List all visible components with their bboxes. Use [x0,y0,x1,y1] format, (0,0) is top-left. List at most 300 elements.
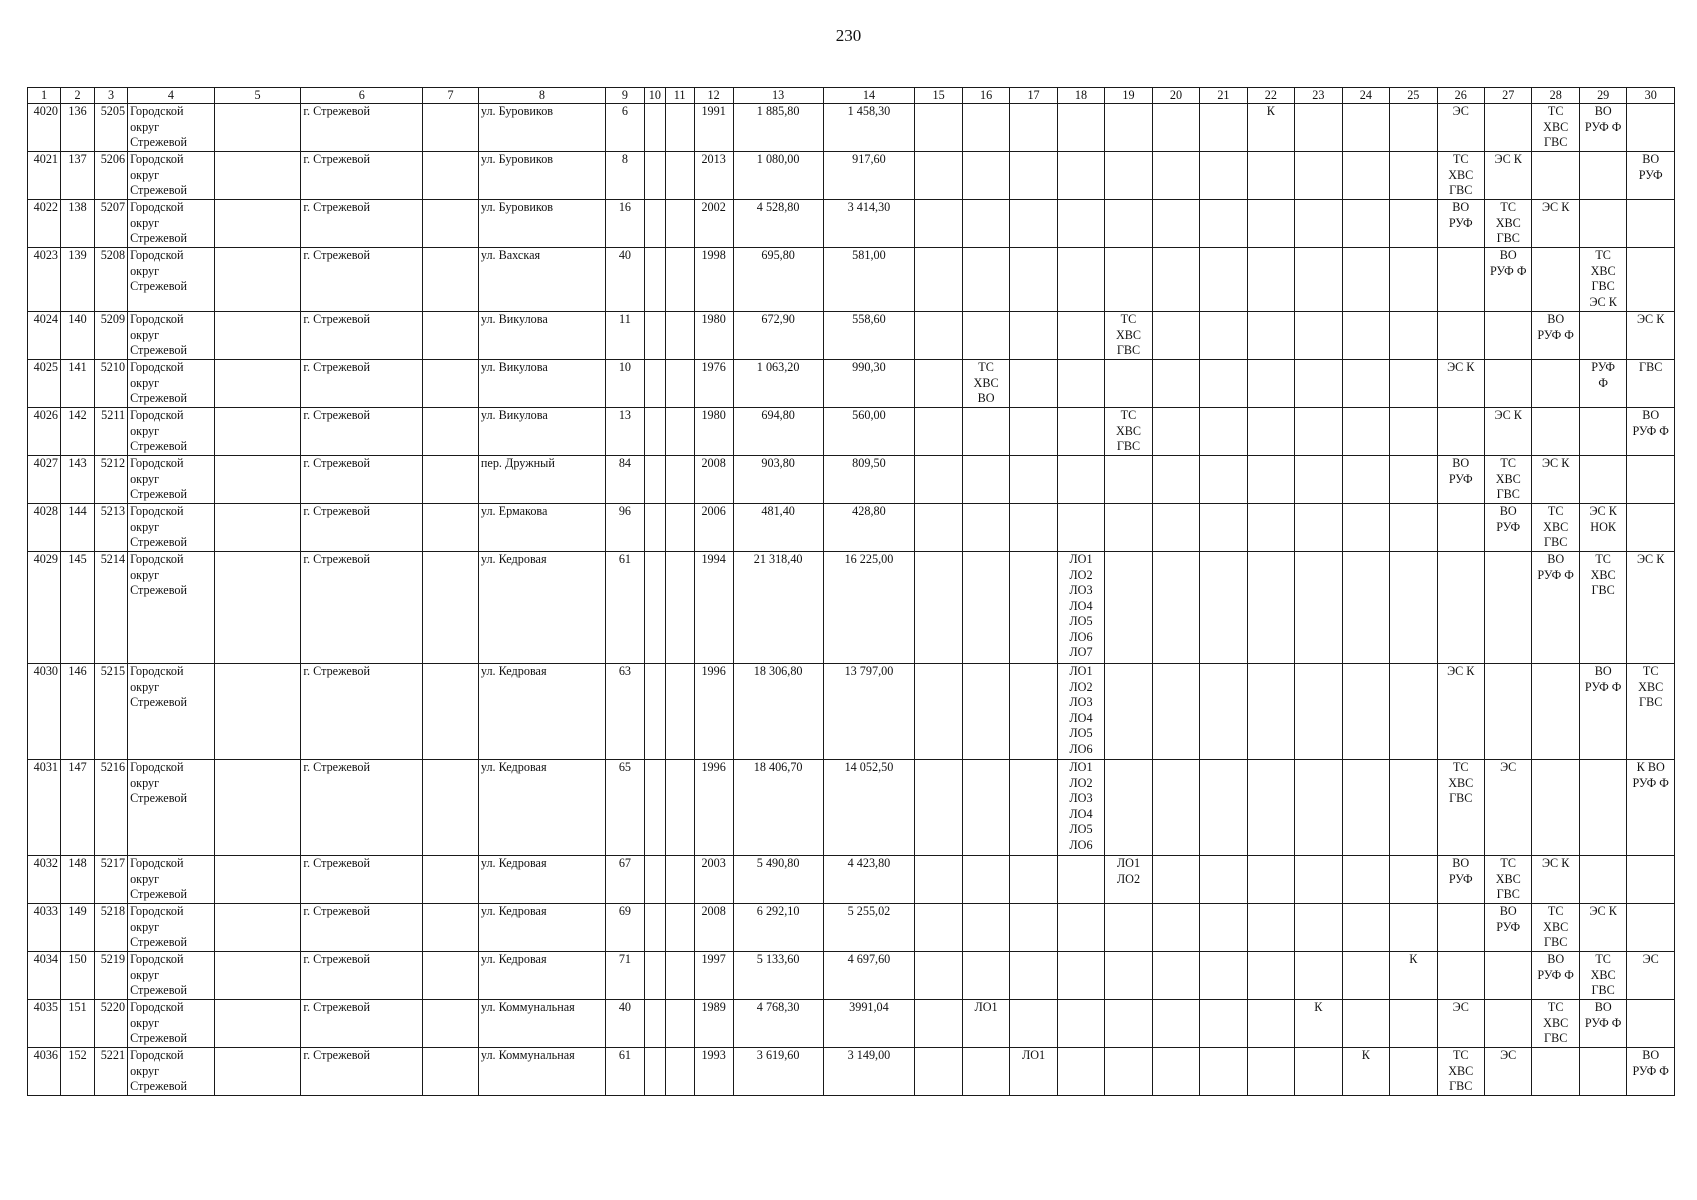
cell-col-12: 1994 [694,552,733,664]
cell-line: ТС [1547,904,1564,918]
cell-col-24 [1342,104,1389,152]
cell-col-3: 5206 [95,152,128,200]
cell-col-10 [645,760,666,856]
cell-col-28 [1532,360,1579,408]
cell-col-1: 4030 [28,664,61,760]
cell-col-29 [1579,504,1626,552]
cell-col-28 [1532,856,1579,904]
column-header-23: 23 [1295,88,1342,104]
cell-col-8: ул. Кедровая [478,552,605,664]
column-header-10: 10 [645,88,666,104]
cell-col-22 [1247,552,1294,664]
cell-line: ЭС К [1637,312,1665,326]
cell-line: Стрежевой [130,791,187,805]
cell-line: ЛО1 [1116,856,1141,870]
cell-col-11 [665,760,694,856]
cell-col-28 [1532,504,1579,552]
page-number: 230 [835,26,862,45]
cell-col-24 [1342,904,1389,952]
cell-col-11 [665,504,694,552]
cell-line: РУФ Ф [1632,775,1669,790]
cell-line: ХВС [1448,1063,1474,1078]
cell-col-24 [1342,552,1389,664]
cell-line: РУФ Ф [1584,1015,1622,1030]
cell-line: ЛО3 [1069,791,1093,805]
cell-col-24 [1342,1048,1389,1096]
cell-col-6: г. Стрежевой [301,664,423,760]
cell-col-6: г. Стрежевой [301,200,423,248]
cell-col-17 [1010,952,1057,1000]
cell-col-5 [214,248,301,312]
cell-line: Стрежевой [130,279,187,293]
cell-col-13: 4 528,80 [733,200,823,248]
table-row [28,104,1675,152]
cell-col-16 [962,504,1009,552]
cell-line: округ [130,775,160,790]
cell-line: Стрежевой [130,1079,187,1093]
cell-col-29 [1579,248,1626,312]
cell-line: ГВС [1496,231,1520,245]
cell-col-8: ул. Викулова [478,312,605,360]
cell-col-1: 4025 [28,360,61,408]
cell-col-4 [128,200,215,248]
cell-col-24 [1342,504,1389,552]
cell-col-18 [1057,152,1104,200]
cell-line: Стрежевой [130,487,187,501]
cell-col-2: 136 [61,104,95,152]
cell-col-30 [1627,312,1675,360]
cell-line: Стрежевой [130,183,187,197]
cell-col-20 [1152,1000,1199,1048]
cell-col-25 [1390,904,1437,952]
cell-line: Стрежевой [130,135,187,149]
cell-line: ХВС [1495,471,1521,486]
cell-col-14: 16 225,00 [823,552,915,664]
cell-col-20 [1152,952,1199,1000]
cell-col-30 [1627,456,1675,504]
cell-line: ЛО3 [1069,695,1093,709]
cell-col-25 [1390,408,1437,456]
cell-col-2: 145 [61,552,95,664]
cell-col-8: ул. Коммунальная [478,1000,605,1048]
cell-col-13: 695,80 [733,248,823,312]
cell-col-30 [1627,408,1675,456]
cell-col-9: 61 [605,552,644,664]
cell-col-26 [1437,104,1484,152]
cell-col-15 [915,552,962,664]
cell-col-17 [1010,504,1057,552]
cell-col-8: ул. Буровиков [478,152,605,200]
cell-line: ХВС [1495,871,1521,886]
cell-col-2: 150 [61,952,95,1000]
cell-col-3: 5208 [95,248,128,312]
cell-col-26 [1437,504,1484,552]
cell-line: ТС [1500,456,1516,470]
cell-col-29 [1579,952,1626,1000]
cell-col-13: 481,40 [733,504,823,552]
cell-col-14: 560,00 [823,408,915,456]
cell-line: ЛО6 [1069,837,1093,852]
column-header-21: 21 [1200,88,1247,104]
cell-line: ЛО2 [1116,871,1141,886]
column-header-14: 14 [823,88,915,104]
cell-col-20 [1152,200,1199,248]
cell-col-19 [1105,152,1152,200]
cell-col-7 [423,904,479,952]
cell-col-27 [1484,760,1531,856]
column-header-2: 2 [61,88,95,104]
cell-col-4 [128,1000,215,1048]
cell-col-24 [1342,200,1389,248]
cell-line: ЛО1 [1021,1048,1046,1062]
cell-col-11 [665,360,694,408]
cell-col-30 [1627,664,1675,760]
cell-line: ЛО6 [1069,629,1093,644]
cell-col-30 [1627,952,1675,1000]
cell-col-6: г. Стрежевой [301,248,423,312]
cell-line: К [1266,104,1275,118]
cell-col-3: 5219 [95,952,128,1000]
cell-col-24 [1342,312,1389,360]
cell-col-17 [1010,856,1057,904]
cell-col-29 [1579,104,1626,152]
cell-line: ЛО5 [1069,822,1093,836]
cell-col-4 [128,952,215,1000]
cell-col-10 [645,200,666,248]
cell-col-26 [1437,952,1484,1000]
cell-col-26 [1437,904,1484,952]
cell-col-4 [128,152,215,200]
cell-line: ВО [1452,456,1470,470]
cell-line: РУФ [1448,471,1473,486]
cell-line: РУФ Ф [1537,327,1574,342]
cell-col-24 [1342,360,1389,408]
column-header-17: 17 [1010,88,1057,104]
cell-line: ХВС [1590,567,1616,582]
cell-col-18 [1057,904,1104,952]
cell-col-25 [1390,952,1437,1000]
cell-col-22 [1247,856,1294,904]
cell-col-1: 4033 [28,904,61,952]
cell-col-5 [214,312,301,360]
cell-col-19 [1105,456,1152,504]
cell-col-23 [1295,760,1342,856]
cell-col-29 [1579,408,1626,456]
column-header-19: 19 [1105,88,1152,104]
cell-col-24 [1342,408,1389,456]
cell-col-10 [645,456,666,504]
cell-col-10 [645,104,666,152]
cell-col-24 [1342,664,1389,760]
cell-line: ЛО2 [1069,775,1093,790]
cell-col-25 [1390,456,1437,504]
cell-col-27 [1484,360,1531,408]
cell-col-6: г. Стрежевой [301,760,423,856]
cell-col-15 [915,952,962,1000]
cell-col-26 [1437,1000,1484,1048]
cell-col-5 [214,200,301,248]
cell-col-11 [665,952,694,1000]
cell-line: ТС [1120,408,1137,422]
cell-col-14: 428,80 [823,504,915,552]
cell-col-15 [915,760,962,856]
cell-col-14: 14 052,50 [823,760,915,856]
cell-col-22 [1247,760,1294,856]
cell-col-29 [1579,904,1626,952]
column-header-28: 28 [1532,88,1579,104]
cell-col-1: 4024 [28,312,61,360]
cell-line: ГВС [1116,343,1141,357]
cell-line: ЭС К [1447,360,1475,374]
cell-col-12: 2002 [694,200,733,248]
cell-col-10 [645,360,666,408]
cell-col-24 [1342,952,1389,1000]
cell-line: округ [130,471,160,486]
cell-line: ГВС [1544,935,1568,949]
table-row [28,760,1675,856]
cell-line: ЛО4 [1069,710,1093,725]
cell-col-13: 21 318,40 [733,552,823,664]
cell-col-23 [1295,856,1342,904]
cell-col-9: 10 [605,360,644,408]
cell-col-21 [1200,664,1247,760]
cell-col-17 [1010,408,1057,456]
cell-col-9: 16 [605,200,644,248]
cell-col-20 [1152,904,1199,952]
cell-line: округ [130,119,160,134]
cell-col-5 [214,904,301,952]
cell-col-10 [645,1048,666,1096]
cell-line: ВО [1499,904,1517,918]
cell-col-15 [915,360,962,408]
cell-col-3: 5221 [95,1048,128,1096]
cell-col-27 [1484,104,1531,152]
cell-col-29 [1579,856,1626,904]
cell-col-30 [1627,200,1675,248]
cell-line: К [1314,1000,1323,1014]
cell-col-20 [1152,552,1199,664]
cell-col-28 [1532,952,1579,1000]
cell-col-6: г. Стрежевой [301,152,423,200]
cell-line: округ [130,1063,160,1078]
cell-line: ВО [1452,856,1470,870]
cell-line: Ф [1598,375,1608,390]
cell-col-18 [1057,312,1104,360]
cell-col-21 [1200,152,1247,200]
cell-col-27 [1484,552,1531,664]
cell-col-22 [1247,152,1294,200]
cell-col-18 [1057,760,1104,856]
cell-col-25 [1390,248,1437,312]
cell-col-4 [128,312,215,360]
cell-line: округ [130,567,160,582]
cell-col-8: ул. Буровиков [478,104,605,152]
cell-line: ВО [1642,152,1660,166]
cell-col-6: г. Стрежевой [301,456,423,504]
cell-col-19 [1105,760,1152,856]
cell-col-14: 4 697,60 [823,952,915,1000]
cell-col-12: 2003 [694,856,733,904]
cell-col-8: ул. Кедровая [478,904,605,952]
cell-col-25 [1390,1000,1437,1048]
cell-col-12: 1980 [694,408,733,456]
cell-col-21 [1200,312,1247,360]
cell-line: Городской [130,904,184,918]
cell-col-1: 4021 [28,152,61,200]
cell-col-6: г. Стрежевой [301,904,423,952]
cell-col-6: г. Стрежевой [301,1048,423,1096]
cell-line: ЛО1 [974,1000,998,1014]
cell-col-9: 63 [605,664,644,760]
cell-col-21 [1200,504,1247,552]
cell-col-1: 4022 [28,200,61,248]
cell-col-5 [214,104,301,152]
cell-col-30 [1627,248,1675,312]
cell-col-17 [1010,104,1057,152]
cell-col-16 [962,360,1009,408]
cell-col-4 [128,504,215,552]
cell-col-25 [1390,104,1437,152]
cell-col-19 [1105,552,1152,664]
cell-line: РУФ Ф [1489,263,1527,278]
cell-col-26 [1437,1048,1484,1096]
cell-col-23 [1295,456,1342,504]
cell-col-10 [645,504,666,552]
cell-col-15 [915,1000,962,1048]
cell-col-18 [1057,664,1104,760]
cell-col-30 [1627,1000,1675,1048]
cell-col-14: 990,30 [823,360,915,408]
cell-col-7 [423,1000,479,1048]
cell-col-3: 5217 [95,856,128,904]
cell-col-20 [1152,312,1199,360]
cell-line: ЭС [1452,104,1469,118]
cell-line: Городской [130,360,184,374]
cell-col-2: 151 [61,1000,95,1048]
cell-col-29 [1579,760,1626,856]
cell-col-11 [665,248,694,312]
cell-col-3: 5211 [95,408,128,456]
cell-line: ТС [1452,152,1469,166]
cell-col-24 [1342,456,1389,504]
cell-col-5 [214,952,301,1000]
cell-col-15 [915,504,962,552]
cell-col-26 [1437,248,1484,312]
cell-col-23 [1295,312,1342,360]
cell-col-3: 5216 [95,760,128,856]
cell-col-4 [128,904,215,952]
cell-col-12: 1989 [694,1000,733,1048]
cell-line: ХВС [1495,215,1521,230]
cell-line: Городской [130,408,184,422]
cell-line: ТС [1595,552,1611,566]
cell-col-4 [128,248,215,312]
cell-col-8: ул. Кедровая [478,856,605,904]
cell-col-17 [1010,904,1057,952]
cell-col-13: 694,80 [733,408,823,456]
cell-line: ВО [1594,1000,1612,1014]
column-header-27: 27 [1484,88,1531,104]
table-row [28,360,1675,408]
cell-col-15 [915,152,962,200]
cell-col-13: 1 063,20 [733,360,823,408]
cell-col-3: 5209 [95,312,128,360]
cell-line: округ [130,263,160,278]
cell-col-15 [915,456,962,504]
cell-line: ВО [1547,312,1565,326]
cell-line: ЛО5 [1069,614,1093,628]
cell-col-8: ул. Коммунальная [478,1048,605,1096]
cell-col-11 [665,904,694,952]
cell-col-25 [1390,856,1437,904]
cell-line: ГВС [1544,135,1568,149]
cell-line: РУФ Ф [1632,423,1669,438]
cell-col-20 [1152,1048,1199,1096]
cell-col-19 [1105,856,1152,904]
table-row [28,856,1675,904]
cell-line: ЭС К [1542,456,1570,470]
cell-col-23 [1295,664,1342,760]
cell-col-20 [1152,360,1199,408]
cell-col-6: г. Стрежевой [301,952,423,1000]
cell-col-24 [1342,1000,1389,1048]
cell-col-22 [1247,952,1294,1000]
cell-col-5 [214,1000,301,1048]
cell-col-19 [1105,248,1152,312]
cell-col-2: 137 [61,152,95,200]
table-row [28,152,1675,200]
cell-col-4 [128,856,215,904]
cell-line: Стрежевой [130,231,187,245]
cell-col-12: 2006 [694,504,733,552]
cell-col-9: 8 [605,152,644,200]
cell-col-4 [128,360,215,408]
cell-line: Городской [130,152,184,166]
cell-col-21 [1200,360,1247,408]
cell-col-3: 5212 [95,456,128,504]
cell-col-6: г. Стрежевой [301,104,423,152]
cell-line: ГВС [1639,360,1663,374]
cell-col-6: г. Стрежевой [301,408,423,456]
cell-col-4 [128,1048,215,1096]
cell-col-9: 67 [605,856,644,904]
cell-col-8: пер. Дружный [478,456,605,504]
table-row [28,248,1675,312]
cell-col-25 [1390,664,1437,760]
cell-col-7 [423,312,479,360]
cell-col-21 [1200,104,1247,152]
cell-col-19 [1105,504,1152,552]
cell-col-8: ул. Кедровая [478,952,605,1000]
cell-col-6: г. Стрежевой [301,312,423,360]
cell-col-15 [915,904,962,952]
cell-col-18 [1057,360,1104,408]
cell-col-12: 1996 [694,760,733,856]
cell-col-18 [1057,248,1104,312]
cell-col-21 [1200,760,1247,856]
cell-line: ХВС [1448,167,1474,182]
cell-line: ГВС [1591,279,1615,293]
cell-col-1: 4031 [28,760,61,856]
cell-col-25 [1390,200,1437,248]
cell-col-22 [1247,312,1294,360]
cell-col-20 [1152,456,1199,504]
cell-col-20 [1152,504,1199,552]
cell-line: ЛО1 [1069,664,1093,678]
cell-line: РУФ Ф [1632,1063,1669,1078]
cell-line: ЭС К [1589,294,1617,309]
cell-col-6: г. Стрежевой [301,856,423,904]
